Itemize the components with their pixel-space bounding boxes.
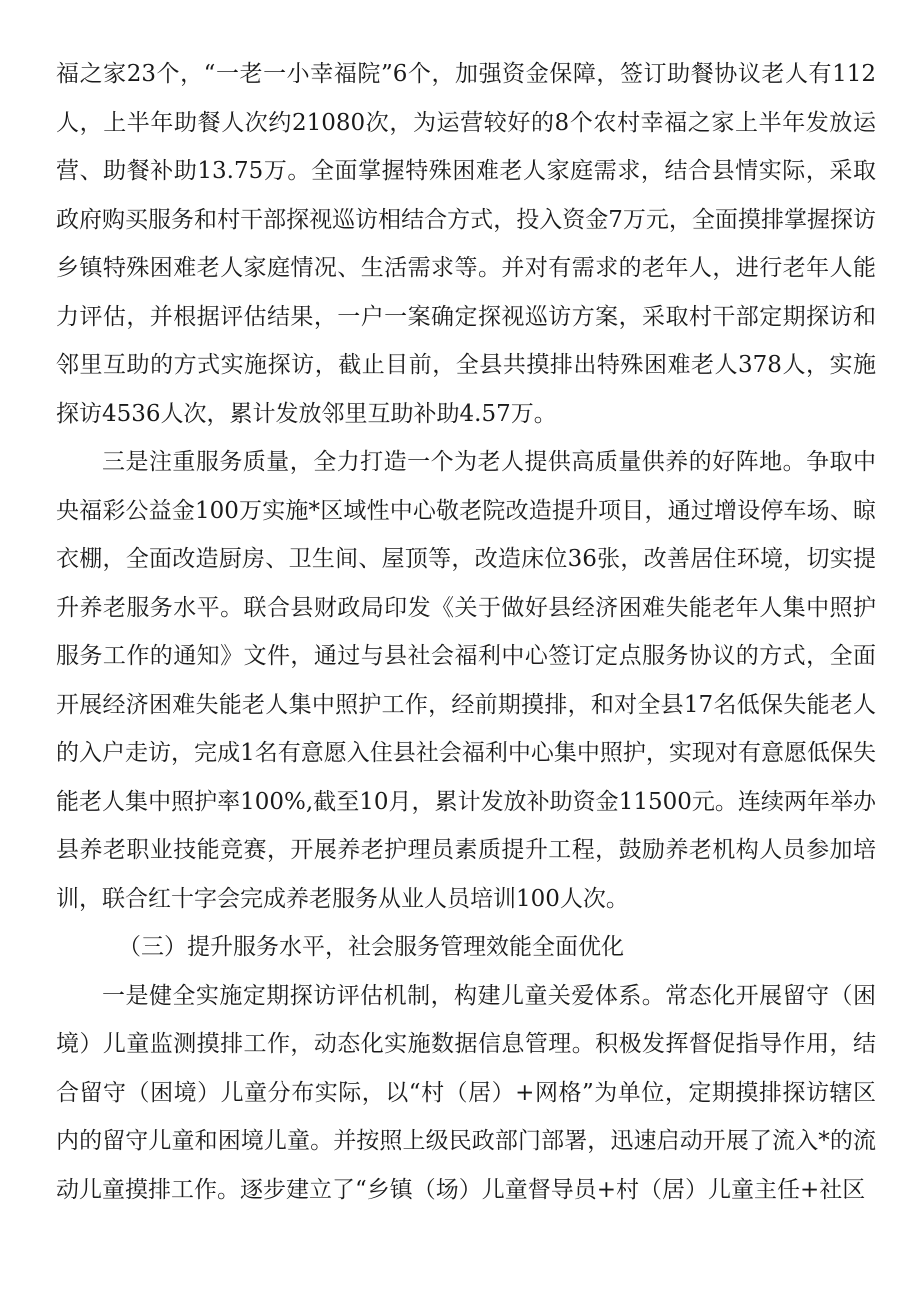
paragraph-service-quality: 三是注重服务质量，全力打造一个为老人提供高质量供养的好阵地。争取中央福彩公益金100万实施*区域性中心敬老院改造提升项目，通过增设停车场、晾衣棚，全面改造厨房、卫生间、屋顶等，改造床位36张，改善居住环境，切实提升养老服务水平。联合县财政局印发《关于做好县经济困难失能老年人集中照护服务工作的通知》文件，通过与县社会福利中心签订定点服务协议的方式，全面开展经济困难失能老人集中照护工作，经前期摸排，和对全县17名低保失能老人的入户走访，完成1名有意愿入住县社会福利中心集中照护，实现对有意愿低保失能老人集中照护率100%,截至10月，累计发放补助资金11500元。连续两年举办县养老职业技能竞赛，开展养老护理员素质提升工程，鼓励养老机构人员参加培训，联合红十字会完成养老服务从业人员培训100人次。 [56,449,876,912]
document-body [56,50,876,1214]
paragraph-child-care-mechanism: 一是健全实施定期探访评估机制，构建儿童关爱体系。常态化开展留守（困境）儿童监测摸排工作，动态化实施数据信息管理。积极发挥督促指导作用，结合留守（困境）儿童分布实际，以“村（居）+网格”为单位，定期摸排探访辖区内的留守儿童和困境儿童。并按照上级民政部门部署，迅速启动开展了流入*的流动儿童摸排工作。逐步建立了“乡镇（场）儿童督导员+村（居）儿童主任+社区 [56,982,876,1203]
paragraph-elderly-care-continued: 福之家23个，“一老一小幸福院”6个，加强资金保障，签订助餐协议老人有112人，上半年助餐人次约21080次，为运营较好的8个农村幸福之家上半年发放运营、助餐补助13.75万。全面掌握特殊困难老人家庭需求，结合县情实际，采取政府购买服务和村干部探视巡访相结合方式，投入资金7万元，全面摸排掌握探访乡镇特殊困难老人家庭情况、生活需求等。并对有需求的老年人，进行老年人能力评估，并根据评估结果，一户一案确定探视巡访方案，采取村干部定期探访和邻里互助的方式实施探访，截止目前，全县共摸排出特殊困难老人378人，实施探访4536人次，累计发放邻里互助补助4.57万。 [56,61,876,427]
section-heading-three: （三）提升服务水平，社会服务管理效能全面优化 [118,934,624,960]
